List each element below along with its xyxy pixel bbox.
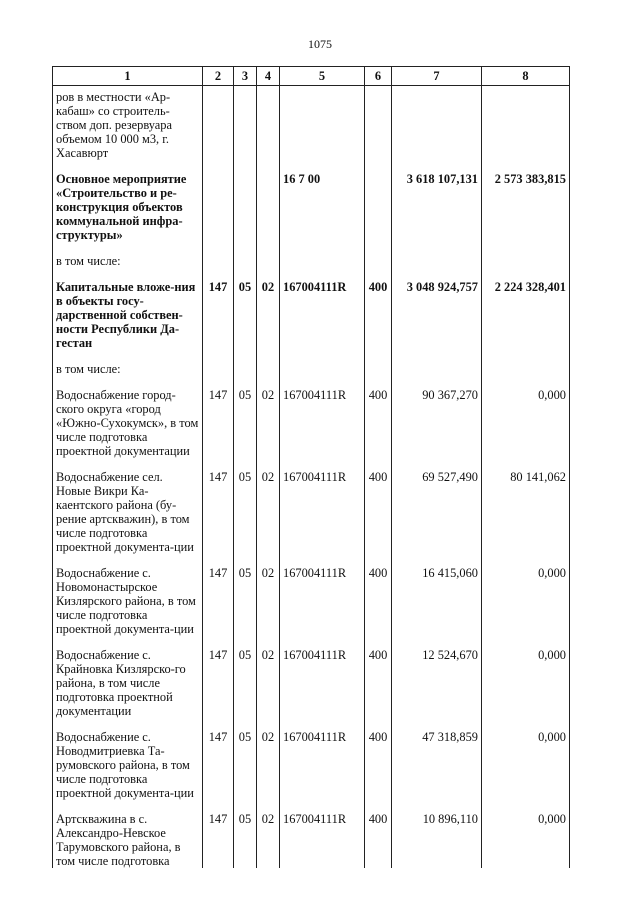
section-code-cell: 05 <box>234 466 257 562</box>
amount-col7-cell: 10 896,110 <box>392 808 482 868</box>
subsection-code-cell: 02 <box>257 562 280 644</box>
section-code-cell <box>234 168 257 250</box>
column-header: 4 <box>257 67 280 86</box>
column-header: 3 <box>234 67 257 86</box>
budget-table <box>52 66 570 868</box>
expense-type-cell: 400 <box>365 276 392 358</box>
section-code-cell <box>234 86 257 169</box>
section-code-cell: 05 <box>234 726 257 808</box>
subsection-code-cell: 02 <box>257 644 280 726</box>
item-name-cell: Артскважина в с. Александро-Невское Тарумовского района, в том числе подготовка <box>53 808 203 868</box>
expense-type-cell: 400 <box>365 726 392 808</box>
section-code-cell <box>234 358 257 384</box>
table-row <box>53 358 570 384</box>
expense-type-cell: 400 <box>365 808 392 868</box>
table-row <box>53 726 570 808</box>
ministry-code-cell <box>203 358 234 384</box>
table-row <box>53 808 570 868</box>
target-article-cell <box>280 250 365 276</box>
amount-col7-cell: 3 618 107,131 <box>392 168 482 250</box>
amount-col7-cell <box>392 86 482 169</box>
subsection-code-cell <box>257 250 280 276</box>
expense-type-cell <box>365 86 392 169</box>
amount-col8-cell <box>482 86 570 169</box>
amount-col8-cell <box>482 250 570 276</box>
item-name-cell: в том числе: <box>53 250 203 276</box>
amount-col7-cell <box>392 358 482 384</box>
amount-col7-cell: 12 524,670 <box>392 644 482 726</box>
column-header: 8 <box>482 67 570 86</box>
ministry-code-cell <box>203 250 234 276</box>
target-article-cell: 167004111R <box>280 808 365 868</box>
target-article-cell: 167004111R <box>280 384 365 466</box>
amount-col8-cell: 0,000 <box>482 644 570 726</box>
target-article-cell: 167004111R <box>280 644 365 726</box>
target-article-cell <box>280 358 365 384</box>
ministry-code-cell <box>203 86 234 169</box>
amount-col8-cell: 0,000 <box>482 808 570 868</box>
ministry-code-cell <box>203 168 234 250</box>
section-code-cell: 05 <box>234 808 257 868</box>
target-article-cell: 167004111R <box>280 562 365 644</box>
subsection-code-cell: 02 <box>257 726 280 808</box>
amount-col8-cell: 0,000 <box>482 726 570 808</box>
page-number: 1075 <box>308 37 332 51</box>
table-row <box>53 644 570 726</box>
subsection-code-cell <box>257 168 280 250</box>
amount-col7-cell: 47 318,859 <box>392 726 482 808</box>
section-code-cell: 05 <box>234 384 257 466</box>
ministry-code-cell: 147 <box>203 562 234 644</box>
expense-type-cell <box>365 358 392 384</box>
item-name-cell: Водоснабжение с. Новодмитриевка Та-румовского района, в том числе подготовка проектной документа-ции <box>53 726 203 808</box>
column-header: 2 <box>203 67 234 86</box>
section-code-cell: 05 <box>234 276 257 358</box>
column-header: 5 <box>280 67 365 86</box>
expense-type-cell <box>365 168 392 250</box>
target-article-cell: 167004111R <box>280 276 365 358</box>
table-row <box>53 86 570 169</box>
table-header-row <box>53 67 570 86</box>
item-name-cell: Водоснабжение с. Новомонастырское Кизлярского района, в том числе подготовка проектной документа-ции <box>53 562 203 644</box>
section-code-cell: 05 <box>234 562 257 644</box>
item-name-cell: Основное мероприятие «Строительство и ре-конструкция объектов коммунальной инфра-структуры» <box>53 168 203 250</box>
item-name-cell: в том числе: <box>53 358 203 384</box>
ministry-code-cell: 147 <box>203 276 234 358</box>
ministry-code-cell: 147 <box>203 726 234 808</box>
subsection-code-cell <box>257 86 280 169</box>
target-article-cell: 167004111R <box>280 726 365 808</box>
subsection-code-cell: 02 <box>257 808 280 868</box>
amount-col7-cell: 16 415,060 <box>392 562 482 644</box>
amount-col7-cell: 3 048 924,757 <box>392 276 482 358</box>
amount-col7-cell: 90 367,270 <box>392 384 482 466</box>
expense-type-cell: 400 <box>365 466 392 562</box>
target-article-cell: 16 7 00 <box>280 168 365 250</box>
section-code-cell <box>234 250 257 276</box>
item-name-cell: ров в местности «Ар-кабаш» со строитель-ством доп. резервуара объемом 10 000 м3, г. Хасавюрт <box>53 86 203 169</box>
table-row <box>53 250 570 276</box>
amount-col7-cell <box>392 250 482 276</box>
expense-type-cell: 400 <box>365 562 392 644</box>
table-row <box>53 466 570 562</box>
amount-col8-cell: 0,000 <box>482 562 570 644</box>
amount-col8-cell: 80 141,062 <box>482 466 570 562</box>
subsection-code-cell: 02 <box>257 384 280 466</box>
subsection-code-cell <box>257 358 280 384</box>
ministry-code-cell: 147 <box>203 384 234 466</box>
ministry-code-cell: 147 <box>203 808 234 868</box>
item-name-cell: Капитальные вложе-ния в объекты госу-дарственной собствен-ности Республики Да-гестан <box>53 276 203 358</box>
expense-type-cell: 400 <box>365 384 392 466</box>
item-name-cell: Водоснабжение сел. Новые Викри Ка-каентского района (бу-рение артскважин), в том числе подготовка проектной документа-ции <box>53 466 203 562</box>
amount-col8-cell: 2 573 383,815 <box>482 168 570 250</box>
subsection-code-cell: 02 <box>257 466 280 562</box>
column-header: 7 <box>392 67 482 86</box>
column-header: 6 <box>365 67 392 86</box>
section-code-cell: 05 <box>234 644 257 726</box>
ministry-code-cell: 147 <box>203 644 234 726</box>
table-row <box>53 276 570 358</box>
expense-type-cell: 400 <box>365 644 392 726</box>
subsection-code-cell: 02 <box>257 276 280 358</box>
item-name-cell: Водоснабжение с. Крайновка Кизлярско-го района, в том числе подготовка проектной документации <box>53 644 203 726</box>
item-name-cell: Водоснабжение город-ского округа «город «Южно-Сухокумск», в том числе подготовка проектной документации <box>53 384 203 466</box>
column-header: 1 <box>53 67 203 86</box>
target-article-cell: 167004111R <box>280 466 365 562</box>
ministry-code-cell: 147 <box>203 466 234 562</box>
amount-col8-cell <box>482 358 570 384</box>
amount-col7-cell: 69 527,490 <box>392 466 482 562</box>
amount-col8-cell: 0,000 <box>482 384 570 466</box>
expense-type-cell <box>365 250 392 276</box>
table-row <box>53 562 570 644</box>
table-row <box>53 384 570 466</box>
target-article-cell <box>280 86 365 169</box>
amount-col8-cell: 2 224 328,401 <box>482 276 570 358</box>
table-row <box>53 168 570 250</box>
